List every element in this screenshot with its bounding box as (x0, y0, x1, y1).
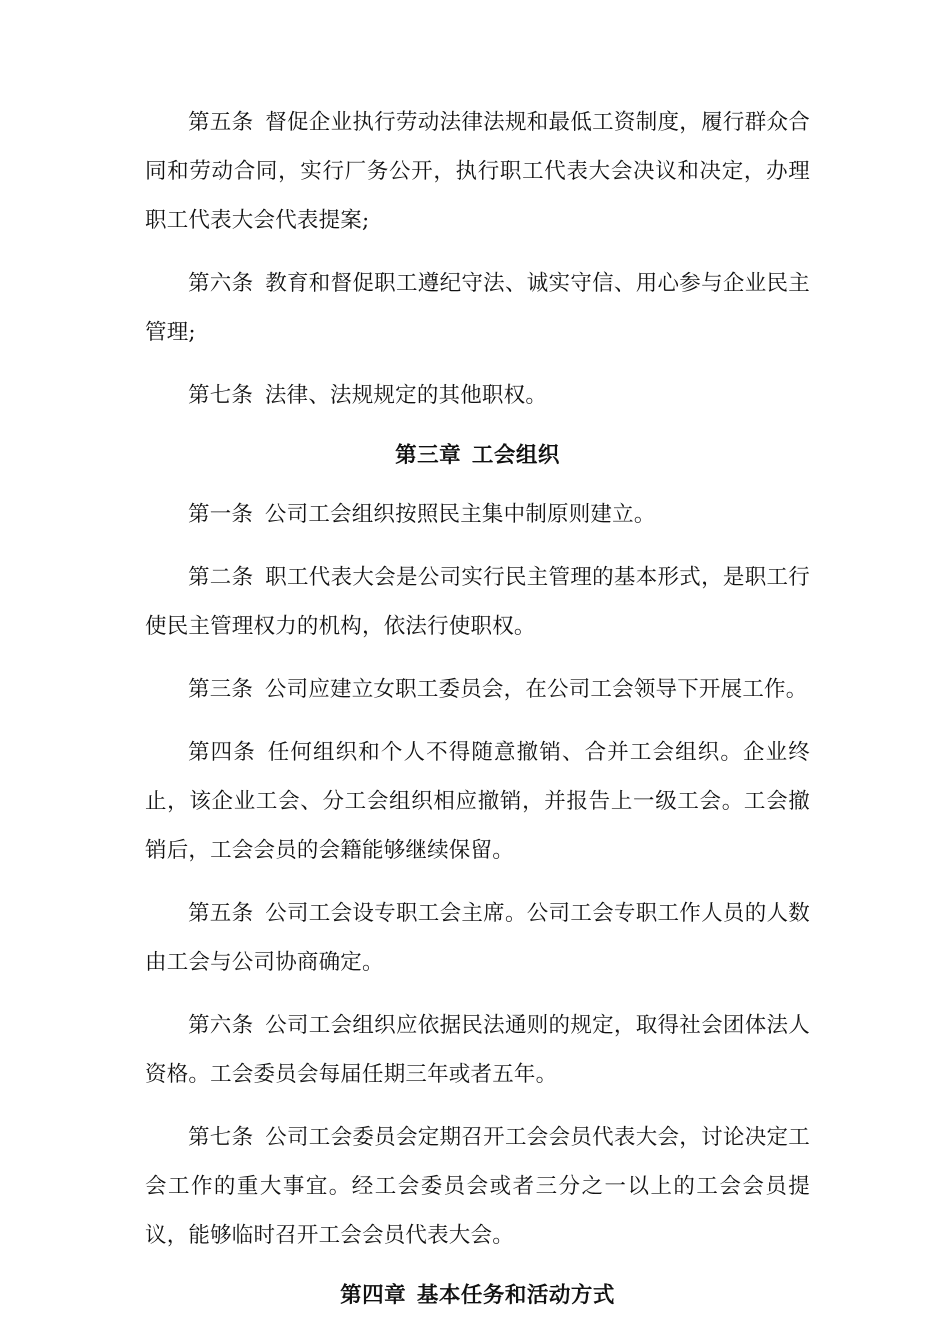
chapter-heading (145, 434, 810, 478)
chapter-heading (145, 1274, 810, 1318)
article-number: 第二条 (188, 565, 254, 590)
chapter-number: 第四章 (340, 1283, 407, 1308)
article-text: 任何组织和个人不得随意撤销、合并工会组织。企业终止，该企业工会、分工会组织相应撤销，并报告上一级工会。工会撤销后，工会会员的会籍能够继续保留。 (145, 740, 810, 863)
article-number: 第六条 (188, 1013, 254, 1038)
article-text: 公司工会设专职工会主席。公司工会专职工作人员的人数由工会与公司协商确定。 (145, 901, 810, 975)
article-paragraph (145, 665, 810, 714)
article-text: 职工代表大会是公司实行民主管理的基本形式，是职工行使民主管理权力的机构，依法行使职权。 (145, 565, 810, 639)
chapter-number: 第三章 (395, 443, 462, 468)
article-number: 第七条 (188, 1125, 254, 1150)
article-text: 公司应建立女职工委员会，在公司工会领导下开展工作。 (264, 677, 808, 702)
article-paragraph (145, 889, 810, 987)
article-number: 第五条 (188, 110, 254, 135)
article-number: 第六条 (188, 271, 254, 296)
article-paragraph (145, 490, 810, 539)
article-paragraph (145, 371, 810, 420)
article-number: 第五条 (188, 901, 254, 926)
article-paragraph (145, 728, 810, 875)
article-paragraph (145, 553, 810, 651)
article-number: 第四条 (188, 740, 256, 765)
article-paragraph (145, 259, 810, 357)
chapter-title: 基本任务和活动方式 (416, 1283, 615, 1308)
article-text: 公司工会组织按照民主集中制原则建立。 (264, 502, 656, 527)
article-text: 公司工会组织应依据民法通则的规定，取得社会团体法人资格。工会委员会每届任期三年或者五年。 (145, 1013, 810, 1087)
document-page (145, 98, 810, 1330)
article-text: 督促企业执行劳动法律法规和最低工资制度，履行群众合同和劳动合同，实行厂务公开，执行职工代表大会决议和决定，办理职工代表大会代表提案; (145, 110, 810, 233)
article-paragraph (145, 1001, 810, 1099)
article-text: 公司工会委员会定期召开工会会员代表大会，讨论决定工会工作的重大事宜。经工会委员会或者三分之一以上的工会会员提议，能够临时召开工会会员代表大会。 (145, 1125, 810, 1248)
article-number: 第三条 (188, 677, 254, 702)
article-number: 第一条 (188, 502, 254, 527)
article-number: 第七条 (188, 383, 254, 408)
article-text: 法律、法规规定的其他职权。 (264, 383, 548, 408)
article-paragraph (145, 98, 810, 245)
article-text: 教育和督促职工遵纪守法、诚实守信、用心参与企业民主管理; (145, 271, 810, 345)
chapter-title: 工会组织 (471, 443, 560, 468)
article-paragraph (145, 1113, 810, 1260)
